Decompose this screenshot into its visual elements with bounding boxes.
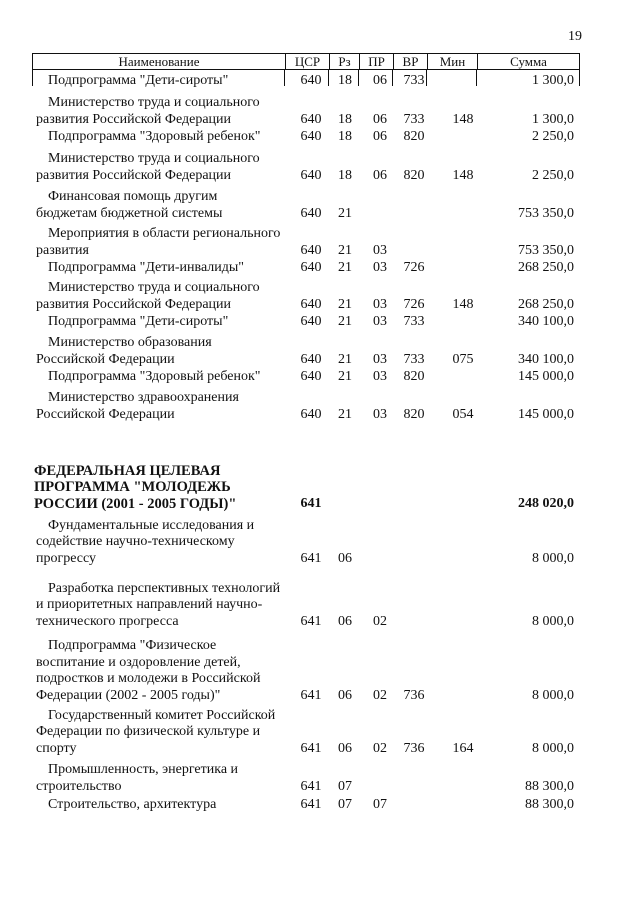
row-csr: 640 xyxy=(300,128,322,144)
table-row xyxy=(0,462,640,512)
row-csr: 641 xyxy=(300,687,322,703)
row-vr: 820 xyxy=(403,167,425,183)
row-pr: 03 xyxy=(373,313,387,329)
row-rz: 18 xyxy=(338,111,352,127)
table-row xyxy=(0,188,640,222)
row-name: Министерство здравоохранения Российской Федерации xyxy=(36,390,239,422)
row-vr: 736 xyxy=(403,687,425,703)
row-sum: 145 000,0 xyxy=(518,368,574,384)
row-rz: 07 xyxy=(338,778,352,794)
row-min: 075 xyxy=(452,351,474,367)
row-vr: 733 xyxy=(403,313,425,329)
row-pr: 03 xyxy=(373,368,387,384)
table-row xyxy=(0,707,640,757)
row-csr: 641 xyxy=(300,495,322,511)
table-row xyxy=(0,225,640,259)
row-pr: 03 xyxy=(373,242,387,258)
row-csr: 640 xyxy=(300,167,322,183)
row-name: Министерство образования Российской Федерации xyxy=(36,335,212,367)
header-vr: ВР xyxy=(393,54,427,69)
table-row xyxy=(0,389,640,423)
row-csr: 640 xyxy=(300,296,322,312)
row-sum: 340 100,0 xyxy=(518,313,574,329)
row-sum: 248 020,0 xyxy=(518,495,574,511)
table-row xyxy=(0,638,640,704)
row-pr: 03 xyxy=(373,351,387,367)
table-row xyxy=(0,259,640,276)
table-row xyxy=(0,564,640,630)
row-vr: 733 xyxy=(403,111,425,127)
row-name: Подпрограмма "Физическое воспитание и оздоровление детей, подростков и молодежи в Российской Федерации (2002 - 2005 годы)" xyxy=(36,638,261,703)
row-rz: 21 xyxy=(338,368,352,384)
row-sum: 2 250,0 xyxy=(532,128,574,144)
table-row xyxy=(0,279,640,313)
row-rz: 21 xyxy=(338,351,352,367)
row-vr: 820 xyxy=(403,368,425,384)
row-name: Финансовая помощь другим бюджетам бюджетной системы xyxy=(36,189,223,221)
row-csr: 640 xyxy=(300,313,322,329)
row-name: Разработка перспективных технологий и приоритетных направлений научно-технического прогресса xyxy=(36,580,281,629)
row-csr: 641 xyxy=(300,796,322,812)
row-csr: 641 xyxy=(300,778,322,794)
row-rz: 21 xyxy=(338,313,352,329)
row-sum: 8 000,0 xyxy=(532,613,574,629)
row-pr: 02 xyxy=(373,687,387,703)
row-sum: 88 300,0 xyxy=(525,778,574,794)
header-pr: ПР xyxy=(359,54,393,69)
row-vr: 733 xyxy=(403,72,425,88)
row-sum: 268 250,0 xyxy=(518,296,574,312)
row-sum: 2 250,0 xyxy=(532,167,574,183)
row-csr: 641 xyxy=(300,740,322,756)
row-vr: 736 xyxy=(403,740,425,756)
row-name: Подпрограмма "Здоровый ребенок" xyxy=(48,368,261,384)
row-csr: 640 xyxy=(300,205,322,221)
row-min: 164 xyxy=(452,740,474,756)
row-csr: 640 xyxy=(300,72,322,88)
page-number: 19 xyxy=(568,29,582,44)
row-csr: 640 xyxy=(300,351,322,367)
row-pr: 06 xyxy=(373,72,387,88)
row-rz: 21 xyxy=(338,205,352,221)
row-name: Мероприятия в области регионального развития xyxy=(36,226,281,258)
table-row xyxy=(0,313,640,330)
row-sum: 1 300,0 xyxy=(532,111,574,127)
table-row xyxy=(0,128,640,145)
row-rz: 07 xyxy=(338,796,352,812)
row-csr: 640 xyxy=(300,111,322,127)
table-row xyxy=(0,94,640,128)
row-rz: 06 xyxy=(338,687,352,703)
table-row xyxy=(0,150,640,184)
row-rz: 21 xyxy=(338,259,352,275)
header-csr: ЦСР xyxy=(285,54,329,69)
row-name: Подпрограмма "Дети-сироты" xyxy=(48,313,229,329)
row-pr: 06 xyxy=(373,128,387,144)
header-sum: Сумма xyxy=(477,54,579,69)
row-rz: 06 xyxy=(338,550,352,566)
row-name: Министерство труда и социального развития Российской Федерации xyxy=(36,151,260,183)
row-rz: 18 xyxy=(338,167,352,183)
row-sum: 88 300,0 xyxy=(525,796,574,812)
header-name: Наименование xyxy=(118,54,200,69)
header-rz: Рз xyxy=(329,54,359,69)
row-rz: 18 xyxy=(338,128,352,144)
row-name: Промышленность, энергетика и строительство xyxy=(36,762,239,794)
row-name: Строительство, архитектура xyxy=(48,796,217,812)
row-name: Государственный комитет Российской Федерации по физической культуре и спорту xyxy=(36,707,276,756)
row-sum: 753 350,0 xyxy=(518,205,574,221)
table-row xyxy=(0,72,640,89)
row-sum: 268 250,0 xyxy=(518,259,574,275)
header-min: Мин xyxy=(427,54,477,69)
row-rz: 21 xyxy=(338,406,352,422)
row-name: Подпрограмма "Дети-инвалиды" xyxy=(48,259,245,275)
row-min: 148 xyxy=(452,296,474,312)
row-name: Министерство труда и социального развития Российской Федерации xyxy=(36,95,260,127)
table-row xyxy=(0,761,640,795)
row-rz: 06 xyxy=(338,740,352,756)
row-min: 148 xyxy=(452,111,474,127)
row-csr: 640 xyxy=(300,368,322,384)
row-vr: 820 xyxy=(403,406,425,422)
row-rz: 21 xyxy=(338,242,352,258)
row-sum: 340 100,0 xyxy=(518,351,574,367)
row-name: ФЕДЕРАЛЬНАЯ ЦЕЛЕВАЯ ПРОГРАММА "МОЛОДЕЖЬ РОССИИ (2001 - 2005 ГОДЫ)" xyxy=(34,462,237,512)
row-sum: 145 000,0 xyxy=(518,406,574,422)
row-csr: 641 xyxy=(300,613,322,629)
row-sum: 1 300,0 xyxy=(532,72,574,88)
table-row xyxy=(0,334,640,368)
row-name: Подпрограмма "Здоровый ребенок" xyxy=(48,128,261,144)
table-row xyxy=(0,368,640,385)
row-name: Министерство труда и социального развития Российской Федерации xyxy=(36,280,260,312)
row-csr: 640 xyxy=(300,259,322,275)
row-pr: 06 xyxy=(373,111,387,127)
row-rz: 18 xyxy=(338,72,352,88)
row-csr: 640 xyxy=(300,406,322,422)
row-sum: 8 000,0 xyxy=(532,687,574,703)
row-name: Подпрограмма "Дети-сироты" xyxy=(48,72,229,88)
row-pr: 02 xyxy=(373,740,387,756)
row-rz: 21 xyxy=(338,296,352,312)
row-csr: 641 xyxy=(300,550,322,566)
table-row xyxy=(0,517,640,567)
row-vr: 733 xyxy=(403,351,425,367)
row-pr: 07 xyxy=(373,796,387,812)
row-name: Фундаментальные исследования и содействие научно-техническому прогрессу xyxy=(36,517,255,566)
row-pr: 06 xyxy=(373,167,387,183)
row-min: 148 xyxy=(452,167,474,183)
row-csr: 640 xyxy=(300,242,322,258)
row-min: 054 xyxy=(452,406,474,422)
row-vr: 726 xyxy=(403,296,425,312)
row-pr: 03 xyxy=(373,259,387,275)
table-row xyxy=(0,796,640,813)
row-pr: 03 xyxy=(373,296,387,312)
row-sum: 8 000,0 xyxy=(532,740,574,756)
row-vr: 820 xyxy=(403,128,425,144)
row-pr: 03 xyxy=(373,406,387,422)
row-sum: 8 000,0 xyxy=(532,550,574,566)
row-rz: 06 xyxy=(338,613,352,629)
row-vr: 726 xyxy=(403,259,425,275)
row-pr: 02 xyxy=(373,613,387,629)
row-sum: 753 350,0 xyxy=(518,242,574,258)
